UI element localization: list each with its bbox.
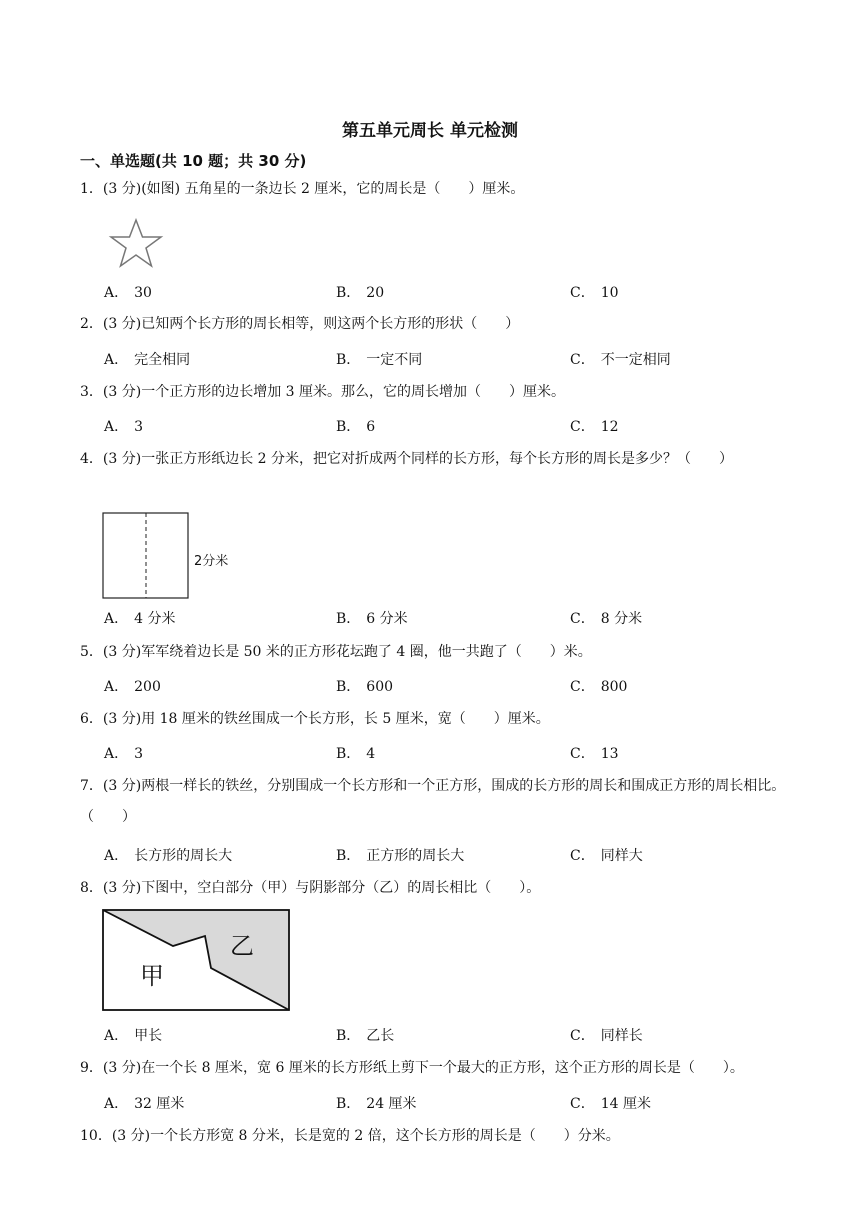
page-title: 第五单元周长 单元检测 xyxy=(342,121,518,141)
folded-square-figure xyxy=(102,512,190,600)
question-1: 1．(3 分)(如图) 五角星的一条边长 2 厘米，它的周长是（ ）厘米。 xyxy=(80,181,525,197)
question-6: 6．(3 分)用 18 厘米的铁丝围成一个长方形，长 5 厘米，宽（ ）厘米。 xyxy=(80,711,550,727)
star-figure xyxy=(104,218,168,268)
option-9b[interactable]: B． 24 厘米 xyxy=(336,1096,417,1112)
side-length-label: 2分米 xyxy=(194,554,229,569)
question-7: 7．(3 分)两根一样长的铁丝，分别围成一个长方形和一个正方形，围成的长方形的周长和围成正方形的周长相比。（ ） xyxy=(80,778,786,825)
question-4: 4．(3 分)一张正方形纸边长 2 分米，把它对折成两个同样的长方形，每个长方形的周长是多少？（ ） xyxy=(80,451,734,467)
question-5: 5．(3 分)军军绕着边长是 50 米的正方形花坛跑了 4 圈，他一共跑了（ ）米。 xyxy=(80,644,592,660)
region-jia-label: 甲 xyxy=(140,962,164,990)
option-8b[interactable]: B． 乙长 xyxy=(336,1028,395,1044)
option-8a[interactable]: A． 甲长 xyxy=(104,1028,163,1044)
option-7a[interactable]: A． 长方形的周长大 xyxy=(104,848,233,864)
question-9: 9．(3 分)在一个长 8 厘米，宽 6 厘米的长方形纸上剪下一个最大的正方形，这个正方形的周长是（ ）。 xyxy=(80,1060,744,1076)
question-2: 2．(3 分)已知两个长方形的周长相等，则这两个长方形的形状（ ） xyxy=(80,316,520,332)
option-5c[interactable]: C． 800 xyxy=(570,679,628,695)
option-4a[interactable]: A． 4 分米 xyxy=(104,611,176,627)
option-7c[interactable]: C． 同样大 xyxy=(570,848,643,864)
option-9a[interactable]: A． 32 厘米 xyxy=(104,1096,185,1112)
option-7b[interactable]: B． 正方形的周长大 xyxy=(336,848,465,864)
option-3a[interactable]: A． 3 xyxy=(104,419,144,435)
section-heading: 一、单选题(共 10 题；共 30 分) xyxy=(80,152,307,170)
option-1a[interactable]: A． 30 xyxy=(104,285,152,301)
region-yi-label: 乙 xyxy=(230,932,254,960)
option-1c[interactable]: C． 10 xyxy=(570,285,619,301)
question-3: 3．(3 分)一个正方形的边长增加 3 厘米。那么，它的周长增加（ ）厘米。 xyxy=(80,384,566,400)
option-2b[interactable]: B． 一定不同 xyxy=(336,352,423,368)
option-3c[interactable]: C． 12 xyxy=(570,419,619,435)
option-6c[interactable]: C． 13 xyxy=(570,746,619,762)
option-2a[interactable]: A． 完全相同 xyxy=(104,352,191,368)
option-4c[interactable]: C． 8 分米 xyxy=(570,611,643,627)
question-10: 10．(3 分)一个长方形宽 8 分米，长是宽的 2 倍，这个长方形的周长是（ ）分米。 xyxy=(80,1128,620,1144)
option-6b[interactable]: B． 4 xyxy=(336,746,376,762)
option-2c[interactable]: C． 不一定相同 xyxy=(570,352,671,368)
option-3b[interactable]: B． 6 xyxy=(336,419,376,435)
jia-yi-figure xyxy=(101,908,291,1012)
option-9c[interactable]: C． 14 厘米 xyxy=(570,1096,651,1112)
option-5a[interactable]: A． 200 xyxy=(104,679,161,695)
question-8: 8．(3 分)下图中，空白部分（甲）与阴影部分（乙）的周长相比（ ）。 xyxy=(80,880,541,896)
option-4b[interactable]: B． 6 分米 xyxy=(336,611,408,627)
option-8c[interactable]: C． 同样长 xyxy=(570,1028,643,1044)
option-1b[interactable]: B． 20 xyxy=(336,285,385,301)
option-5b[interactable]: B． 600 xyxy=(336,679,394,695)
option-6a[interactable]: A． 3 xyxy=(104,746,144,762)
